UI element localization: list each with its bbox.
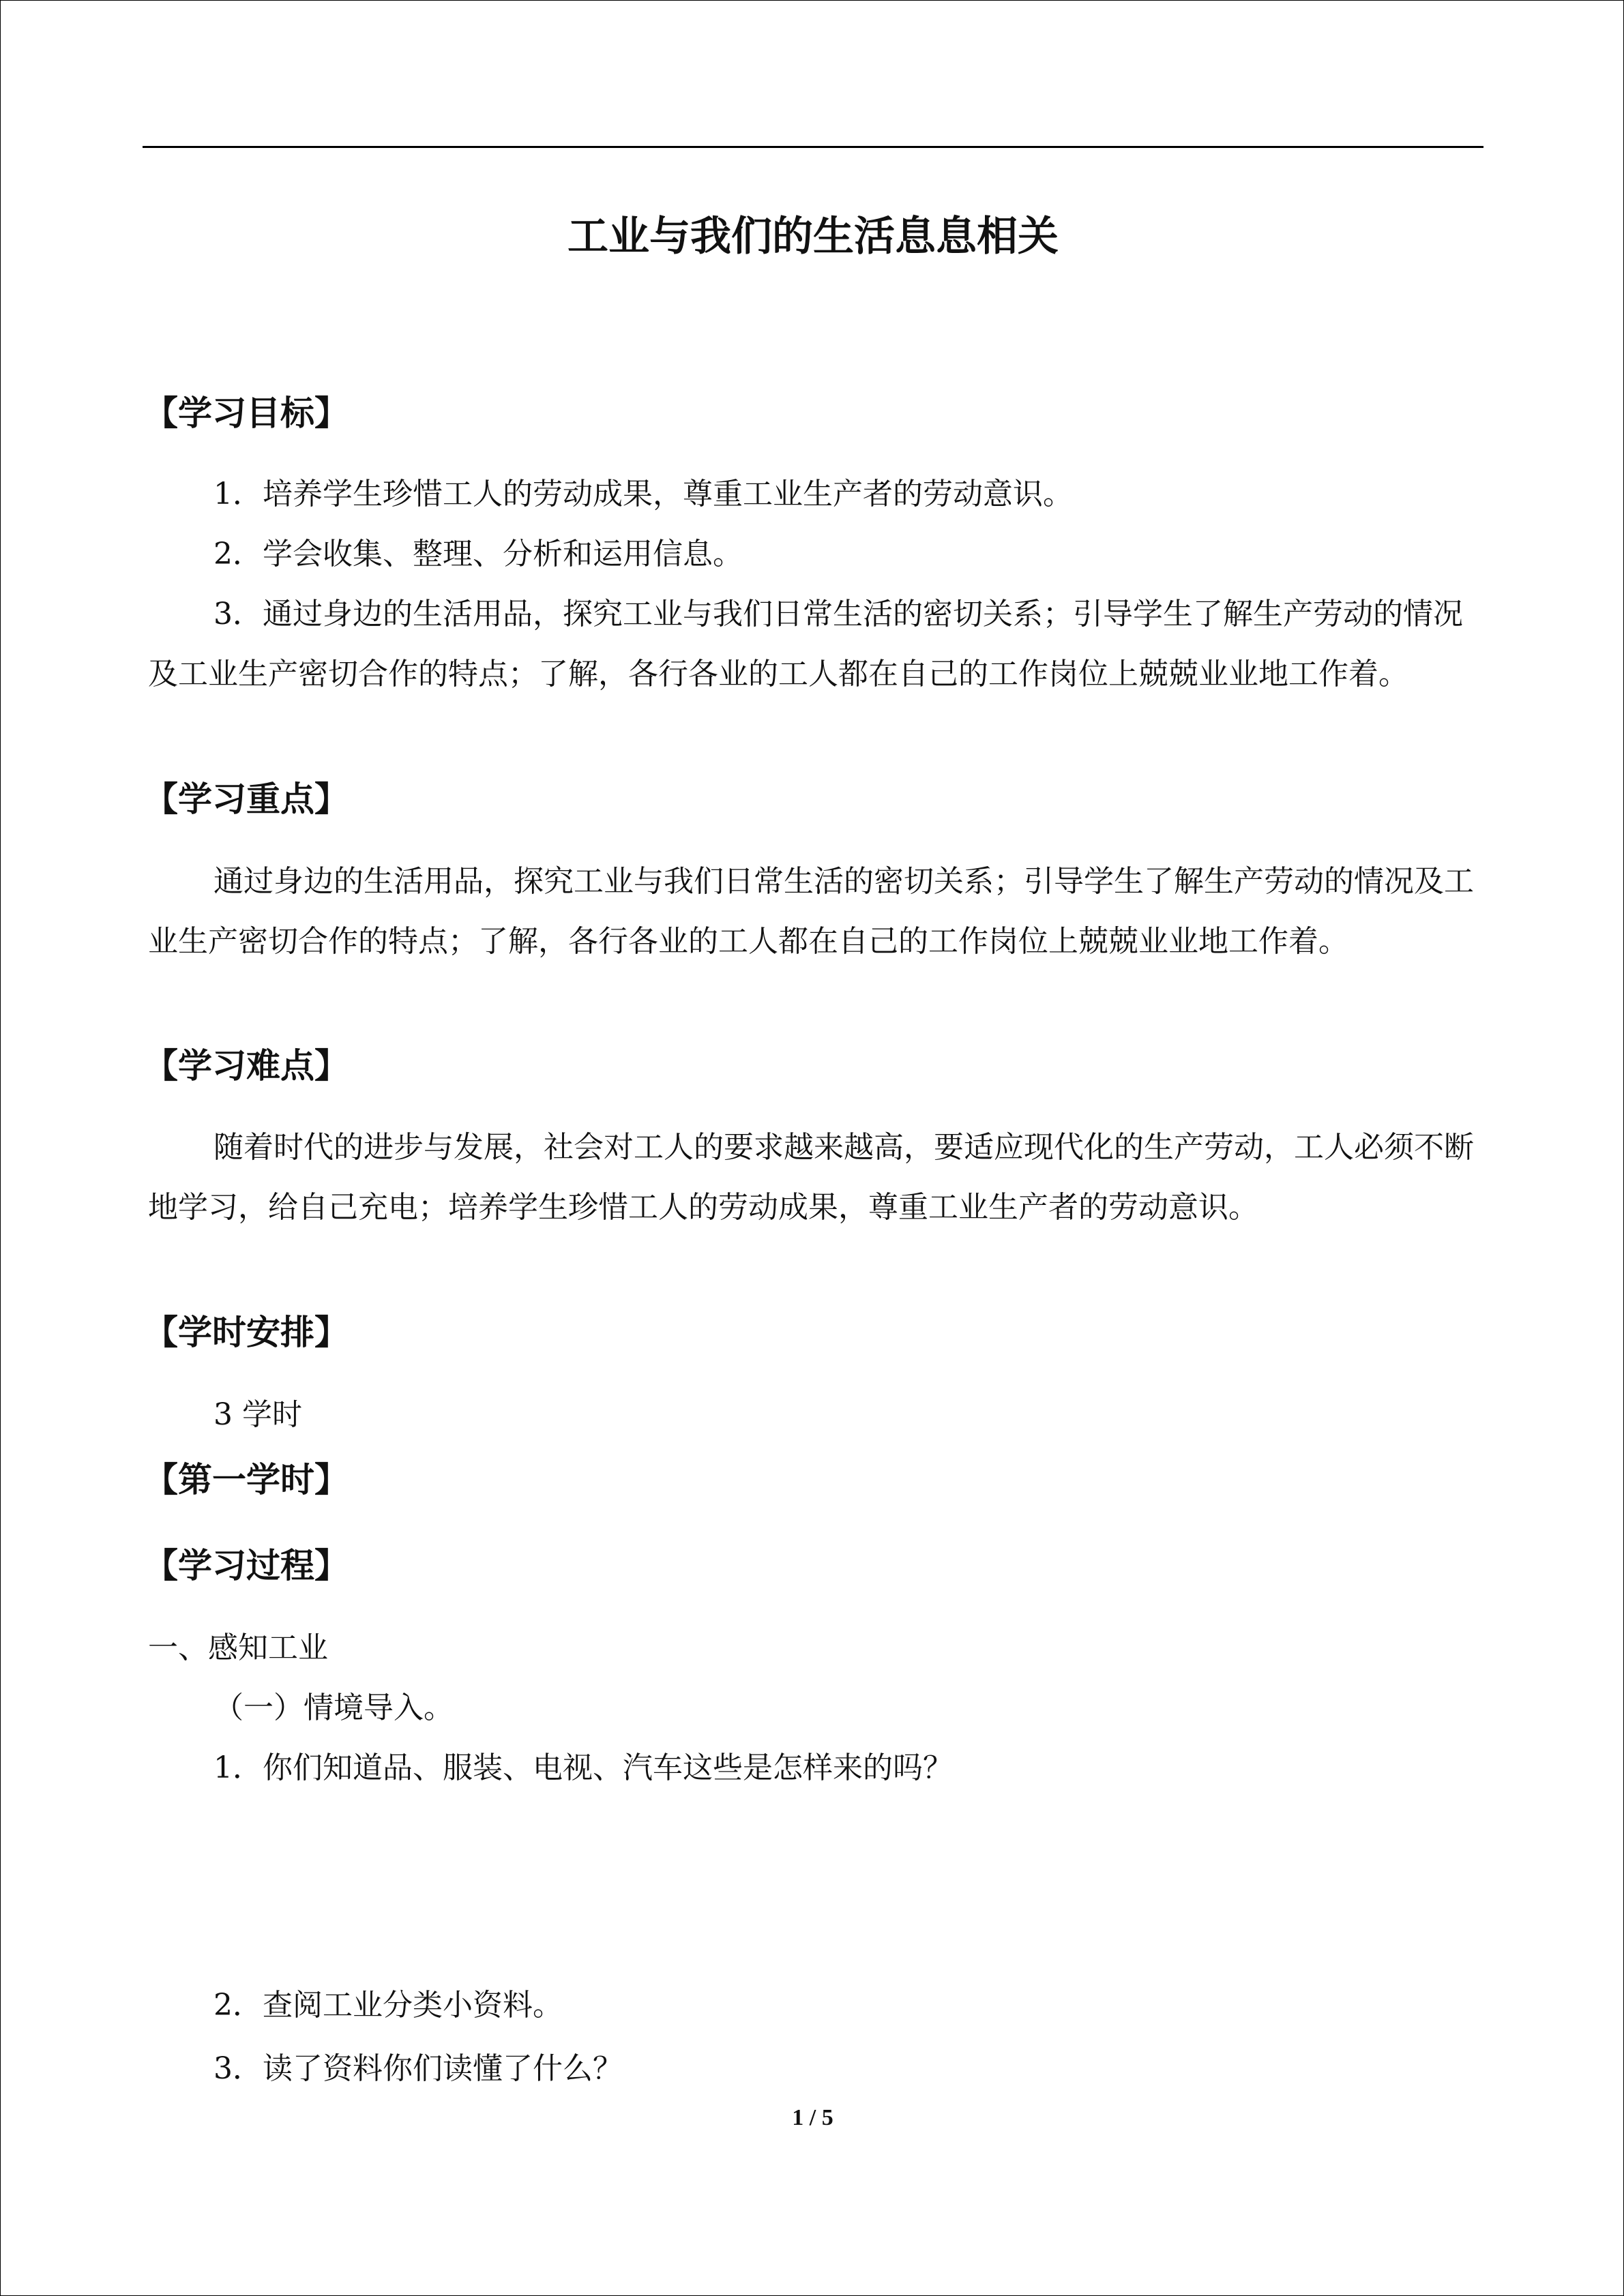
key-points-text: 通过身边的生活用品，探究工业与我们日常生活的密切关系；引导学生了解生产劳动的情况及工业生产密切合作的特点；了解，各行各业的工人都在自己的工作岗位上兢兢业业地工作着。 bbox=[148, 864, 1474, 959]
objective-item-2: 2．学会收集、整理、分析和运用信息。 bbox=[213, 537, 743, 571]
process-question-2: 2．查阅工业分类小资料。 bbox=[213, 1988, 563, 2023]
objectives-heading: 【学习目标】 bbox=[144, 393, 349, 433]
difficulties-heading: 【学习难点】 bbox=[144, 1046, 349, 1086]
process-question-1: 1．你们知道品、服装、电视、汽车这些是怎样来的吗？ bbox=[213, 1750, 953, 1785]
objective-item-3: 3．通过身边的生活用品，探究工业与我们日常生活的密切关系；引导学生了解生产劳动的情况及工业生产密切合作的特点；了解，各行各业的工人都在自己的工作岗位上兢兢业业地工作着。 bbox=[148, 597, 1463, 691]
schedule-text: 3 学时 bbox=[213, 1397, 302, 1432]
page-number: 1 / 5 bbox=[792, 2105, 833, 2130]
header-rule bbox=[143, 146, 1483, 148]
document-title: 工业与我们的生活息息相关 bbox=[567, 213, 1059, 260]
first-period-heading: 【第一学时】 bbox=[144, 1460, 349, 1500]
difficulties-text: 随着时代的进步与发展，社会对工人的要求越来越高，要适应现代化的生产劳动，工人必须不断地学习，给自己充电；培养学生珍惜工人的劳动成果，尊重工业生产者的劳动意识。 bbox=[148, 1130, 1474, 1225]
schedule-heading: 【学时安排】 bbox=[144, 1313, 349, 1352]
objective-item-1: 1．培养学生珍惜工人的劳动成果，尊重工业生产者的劳动意识。 bbox=[213, 477, 1073, 511]
key-points-heading: 【学习重点】 bbox=[144, 779, 349, 819]
process-question-3: 3．读了资料你们读懂了什么？ bbox=[213, 2051, 623, 2086]
process-heading: 【学习过程】 bbox=[144, 1546, 349, 1585]
process-sub-one: （一）情境导入。 bbox=[213, 1690, 454, 1725]
process-part-one: 一、感知工业 bbox=[148, 1630, 328, 1665]
